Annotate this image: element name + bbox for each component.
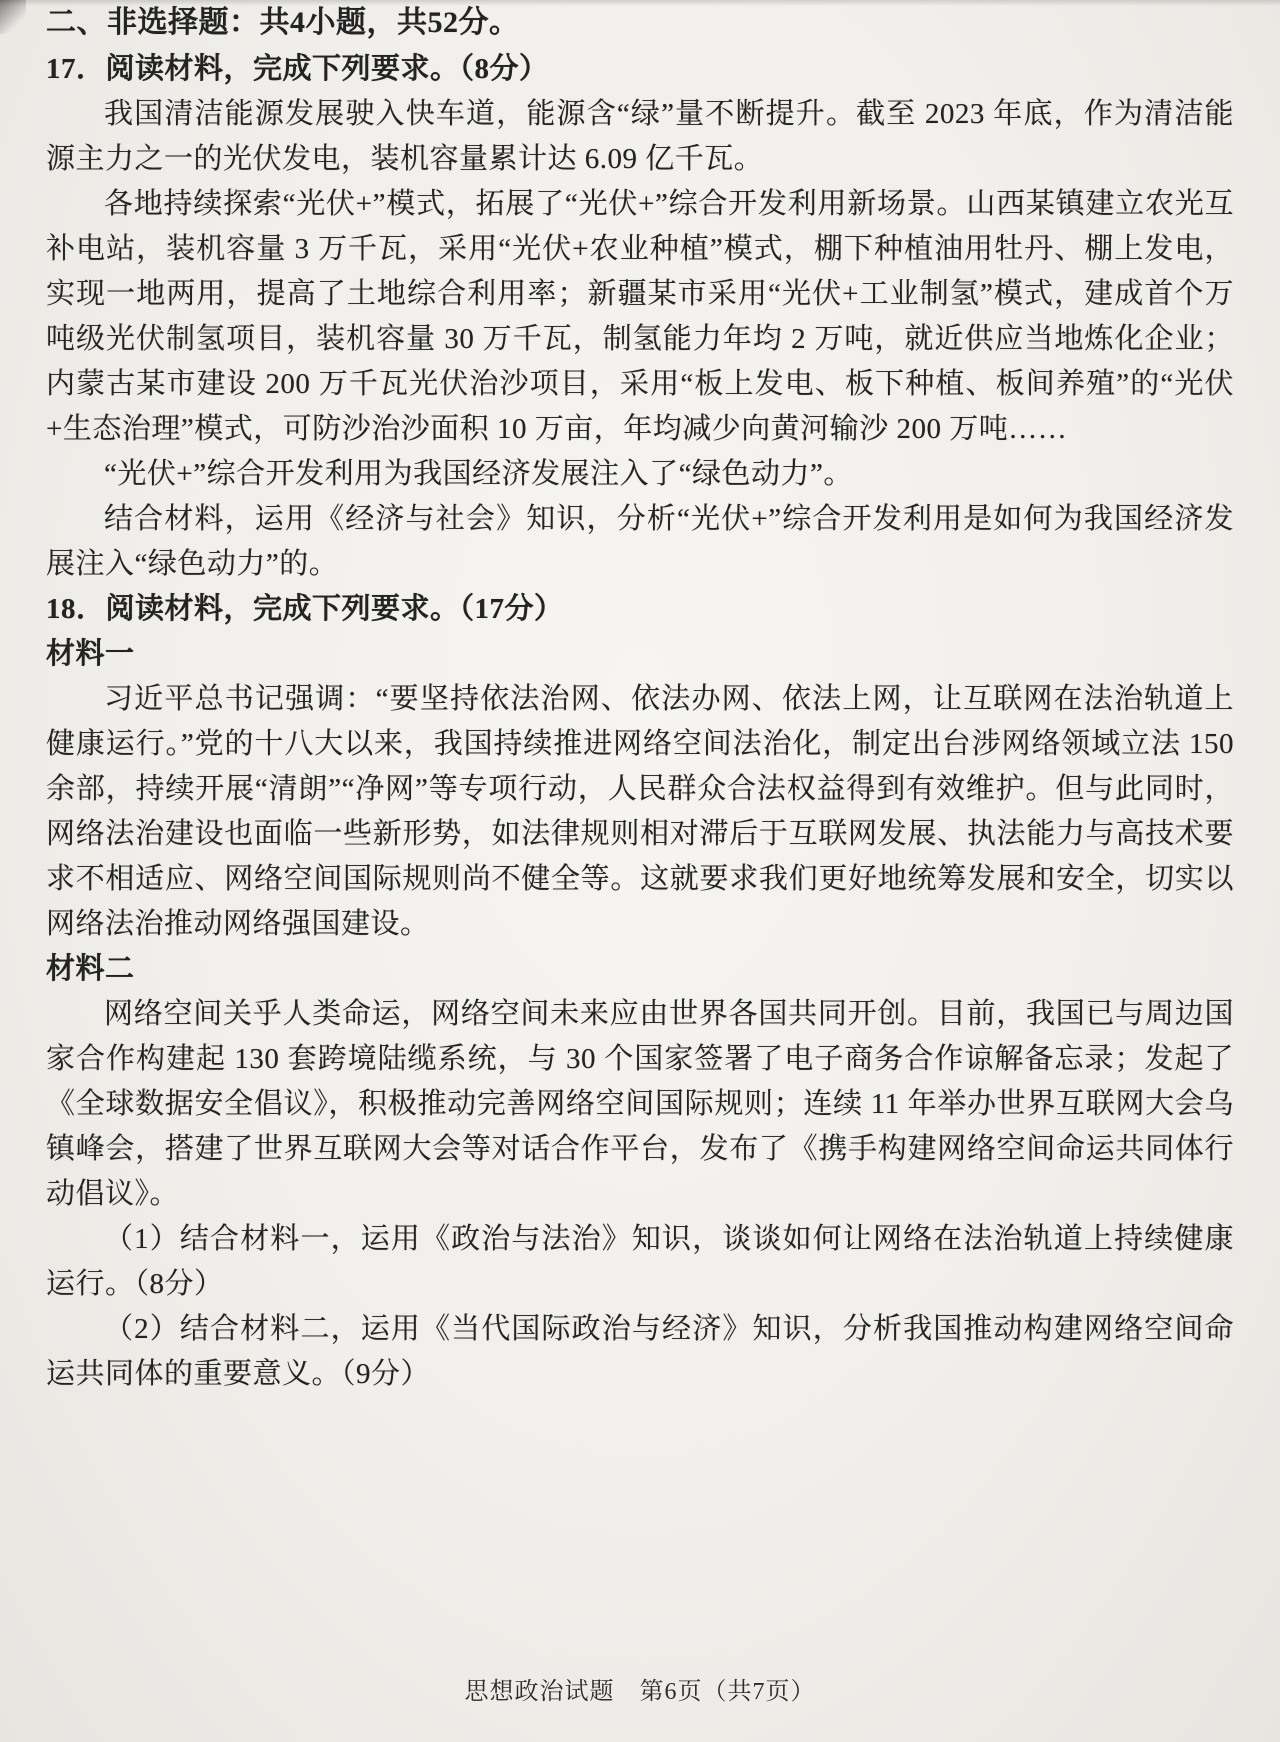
q17-paragraph-3: “光伏+”综合开发利用为我国经济发展注入了“绿色动力”。 — [104, 458, 853, 490]
q18-material-1-label: 材料一 — [46, 638, 135, 670]
q18-subquestion-2: （2）结合材料二，运用《当代国际政治与经济》知识，分析我国推动构建网络空间命运共同体的重要意义。（9分） — [46, 1313, 1234, 1390]
q17-paragraph-2: 各地持续探索“光伏+”模式，拓展了“光伏+”综合开发利用新场景。山西某镇建立农光互补电站，装机容量 3 万千瓦，采用“光伏+农业种植”模式，棚下种植油用牡丹、棚上发电，实现一地两用，提高了土地综合利用率；新疆某市采用“光伏+工业制氢”模式，建成首个万吨级光伏制氢项目，装机容量 30 万千瓦，制氢能力年均 2 万吨，就近供应当地炼化企业；内蒙古某市建设 200 万千瓦光伏治沙项目，采用“板上发电、板下种植、板间养殖”的“光伏+生态治理”模式，可防沙治沙面积 10 万亩，年均减少向黄河输沙 200 万吨…… — [46, 188, 1234, 445]
q18-material-2-text: 网络空间关乎人类命运，网络空间未来应由世界各国共同开创。目前，我国已与周边国家合作构建起 130 套跨境陆缆系统，与 30 个国家签署了电子商务合作谅解备忘录；发起了《全球数据安全倡议》，积极推动完善网络空间国际规则；连续 11 年举办世界互联网大会乌镇峰会，搭建了世界互联网大会等对话合作平台，发布了《携手构建网络空间命运共同体行动倡议》。 — [46, 998, 1234, 1210]
q17-task: 结合材料，运用《经济与社会》知识，分析“光伏+”综合开发利用是如何为我国经济发展注入“绿色动力”的。 — [46, 503, 1234, 580]
q17-paragraph-1: 我国清洁能源发展驶入快车道，能源含“绿”量不断提升。截至 2023 年底，作为清洁能源主力之一的光伏发电，装机容量累计达 6.09 亿千瓦。 — [46, 98, 1234, 175]
q18-subquestion-1: （1）结合材料一，运用《政治与法治》知识，谈谈如何让网络在法治轨道上持续健康运行。（8分） — [46, 1223, 1234, 1300]
section-header: 二、非选择题：共4小题，共52分。 — [46, 6, 520, 39]
page-footer: 思想政治试题 第6页（共7页） — [464, 1679, 816, 1705]
question-18-title: 18．阅读材料，完成下列要求。（17分） — [46, 593, 564, 625]
exam-page — [46, 4, 1234, 1397]
scan-corner-artifact — [0, 0, 26, 34]
q18-material-1-text: 习近平总书记强调：“要坚持依法治网、依法办网、依法上网，让互联网在法治轨道上健康运行。”党的十八大以来，我国持续推进网络空间法治化，制定出台涉网络领域立法 150 余部，持续开展“清朗”“净网”等专项行动，人民群众合法权益得到有效维护。但与此同时，网络法治建设也面临一些新形势，如法律规则相对滞后于互联网发展、执法能力与高技术要求不相适应、网络空间国际规则尚不健全等。这就要求我们更好地统筹发展和安全，切实以网络法治推动网络强国建设。 — [46, 683, 1234, 940]
question-17-title: 17．阅读材料，完成下列要求。（8分） — [46, 53, 549, 85]
q18-material-2-label: 材料二 — [46, 953, 135, 985]
